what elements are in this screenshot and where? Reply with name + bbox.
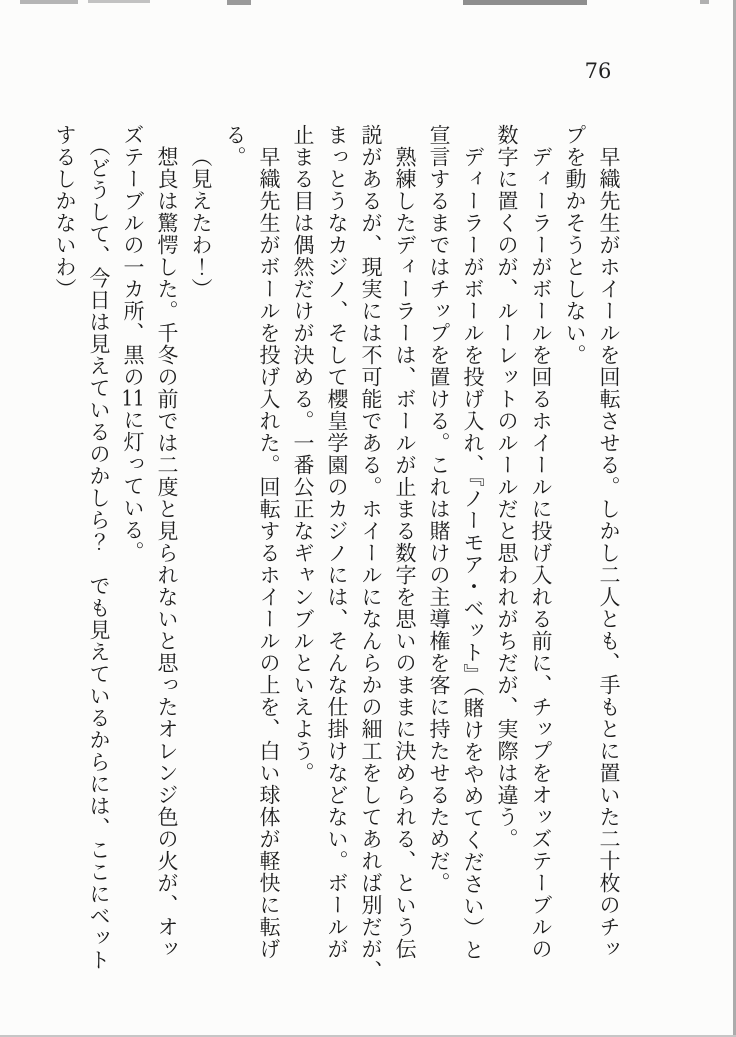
text-line: ズテーブルの一カ所、黒の11に灯っている。 [121,124,145,563]
text-line: 熟練したディーラーは、ボールが止まる数字を思いのままに決められる、という伝 [393,146,417,960]
text-line: 止まる目は偶然だけが決める。一番公正なギャンブルといえよう。 [291,124,315,784]
tatechuyoko-number: 11 [121,388,145,409]
scan-artifact [463,0,587,5]
text-line: 想良は驚愕した。千冬の前では二度と見られないと思ったオレンジ色の火が、オッ [155,146,179,960]
text-line: まっとうなカジノ、そして櫻皇学園のカジノには、そんな仕掛けなどない。ボールが [325,124,349,960]
scan-artifact [20,0,78,4]
text-line: 数字に置くのが、ルーレットのルールだと思われがちだが、実際は違う。 [495,124,519,850]
body-text [48,124,626,1024]
scan-artifact [227,0,251,5]
text-line: ディーラーがボールを投げ入れ、『ノーモア・ベット』（賭けをやめてください）と [461,146,485,961]
text-line: （見えたわ！） [189,146,213,300]
text-line: 宣言するまではチップを置ける。これは賭けの主導権を客に持たせるためだ。 [427,124,451,894]
text-line: するしかないわ） [53,124,77,300]
scan-artifact [88,0,150,3]
text-line: 早織先生がホイールを回転させる。しかし二人とも、手もとに置いた二十枚のチッ [597,146,621,960]
text-line: る。 [223,124,247,168]
text-line: （どうして、今日は見えているのかしら？ でも見えているからには、ここにベット [87,135,111,971]
page-number: 76 [584,59,612,83]
text-line: 説があるが、現実には不可能である。ホイールになんらかの細工をしてあれば別だが、 [359,124,383,982]
text-line: プを動かそうとしない。 [563,124,587,366]
scan-artifact [700,0,709,4]
text-line: 早織先生がボールを投げ入れた。回転するホイールの上を、白い球体が軽快に転げ [257,146,281,960]
text-line: ディーラーがボールを回るホイールに投げ入れる前に、チップをオッズテーブルの [529,146,553,960]
